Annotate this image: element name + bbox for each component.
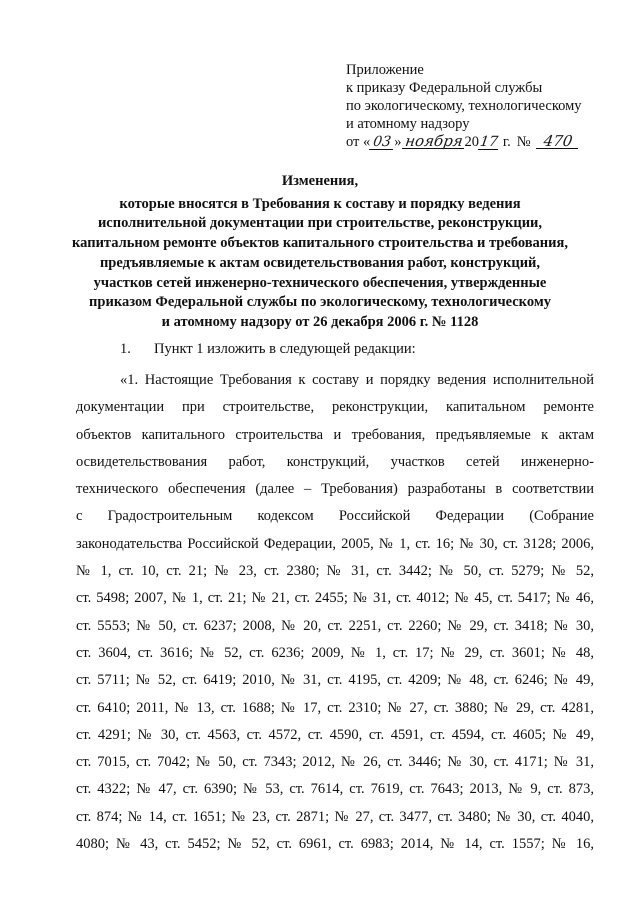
paragraph-line: «1. Настоящие Требования к составу и порядку ведения исполнительной	[120, 372, 594, 388]
paragraph-line: ст. 3604, ст. 3616; № 52, ст. 6236; 2009, № 1, ст. 17; № 29, ст. 3601; № 48,	[76, 644, 594, 661]
appendix-agency-line-2: и атомному надзору	[346, 116, 470, 132]
heading-line: приказом Федеральной службы по экологическому, технологическому	[89, 294, 551, 311]
heading-line: исполнительной документации при строительстве, реконструкции,	[97, 215, 543, 232]
heading-line: предъявляемые к актам освидетельствования работ, конструкций,	[99, 254, 541, 271]
appendix-header	[346, 61, 582, 151]
appendix-agency-line: по экологическому, технологическому	[346, 98, 582, 114]
year-label: г.	[502, 134, 511, 150]
handwritten-order-number: 470	[536, 134, 580, 149]
paragraph-line: ст. 4291; № 30, ст. 4563, ст. 4572, ст. 4590, ст. 4591, ст. 4594, ст. 4605; № 49,	[76, 726, 594, 743]
date-quote-close: »	[394, 134, 402, 150]
heading-line: участков сетей инженерно-технического обеспечения, утвержденные	[93, 274, 547, 291]
paragraph-line: освидетельствования работ, конструкций, участков сетей инженерно-	[76, 453, 594, 470]
paragraph-line: документации при строительстве, реконструкции, капитальном ремонте	[76, 399, 594, 416]
date-prefix: от «	[346, 134, 371, 150]
paragraph-line: законодательства Российской Федерации, 2005, № 1, ст. 16; № 30, ст. 3128; 2006,	[76, 535, 594, 552]
paragraph-line: объектов капитального строительства и требования, предъявляемые к актам	[76, 426, 594, 443]
paragraph-line: ст. 6410; 2011, № 13, ст. 1688; № 17, ст. 2310; № 27, ст. 3880; № 29, ст. 4281,	[76, 699, 594, 716]
item-number: 1.	[120, 341, 131, 357]
paragraph-line: ст. 4322; № 47, ст. 6390; № 53, ст. 7614, ст. 7619, ст. 7643; 2013, № 9, ст. 873,	[76, 781, 594, 798]
item-1	[76, 340, 594, 359]
handwritten-day: 03	[369, 135, 395, 150]
paragraph-line: технического обеспечения (далее – Требования) разработаны в соответствии	[76, 481, 594, 498]
handwritten-year: 17	[478, 134, 500, 150]
document-heading	[60, 172, 580, 333]
paragraph-line: с Градостроительным кодексом Российской Федерации (Собрание	[76, 508, 594, 525]
appendix-order-line: к приказу Федеральной службы	[346, 80, 543, 96]
paragraph-line: ст. 874; № 14, ст. 1651; № 23, ст. 2871; № 27, ст. 3477, ст. 3480; № 30, ст. 4040,	[76, 808, 594, 825]
paragraph-line: ст. 5711; № 52, ст. 6419; 2010, № 31, ст. 4195, ст. 4209; № 48, ст. 6246; № 49,	[76, 672, 594, 689]
heading-title: Изменения,	[281, 173, 359, 189]
paragraph-line: 4080; № 43, ст. 5452; № 52, ст. 6961, ст. 6983; 2014, № 14, ст. 1557; № 16,	[76, 836, 594, 853]
heading-line: и атомному надзору от 26 декабря 2006 г. № 1128	[161, 313, 479, 330]
document-body	[76, 340, 594, 858]
paragraph-line: ст. 5553; № 50, ст. 6237; 2008, № 20, ст. 2251, ст. 2260; № 29, ст. 3418; № 30,	[76, 617, 594, 634]
paragraph-line: № 1, ст. 10, ст. 21; № 23, ст. 2380; № 31, ст. 3442; № 50, ст. 5279; № 52,	[76, 563, 594, 580]
number-sign: №	[516, 134, 531, 150]
quoted-paragraph	[76, 367, 594, 858]
year-prefix: 20	[464, 134, 480, 150]
heading-line: капитальном ремонте объектов капитального строительства и требования,	[72, 235, 568, 252]
heading-line: которые вносятся в Требования к составу и порядку ведения	[119, 195, 521, 212]
paragraph-line: ст. 5498; 2007, № 1, ст. 21; № 21, ст. 2455; № 31, ст. 4012; № 45, ст. 5417; № 46,	[76, 590, 594, 607]
paragraph-line: ст. 7015, ст. 7042; № 50, ст. 7343; 2012, № 26, ст. 3446; № 30, ст. 4171; № 31,	[76, 754, 594, 771]
handwritten-month: ноября	[401, 134, 465, 149]
order-date-line	[346, 133, 582, 151]
appendix-title: Приложение	[346, 62, 424, 78]
item-text: Пункт 1 изложить в следующей редакции:	[154, 341, 416, 357]
